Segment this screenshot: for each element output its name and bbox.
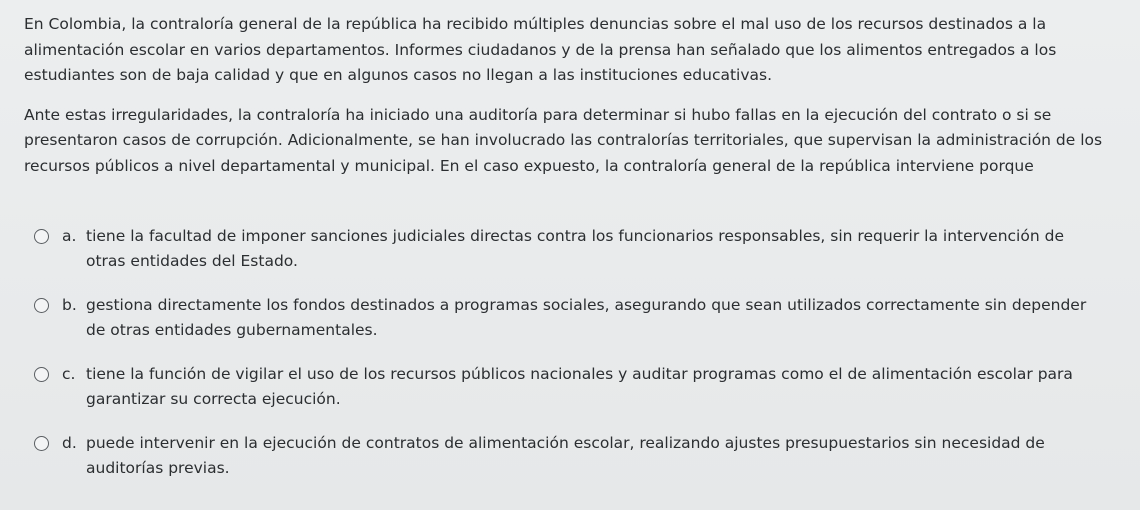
option-text[interactable]: tiene la facultad de imponer sanciones judiciales directas contra los funcionarios responsables, sin requerir la intervención de otras entidades del Estado. (86, 227, 1064, 270)
question-paragraph-2: Ante estas irregularidades, la contraloría ha iniciado una auditoría para determinar si hubo fallas en la ejecución del contrato o si se presentaron casos de corrupción. Adicionalmente, se han involucrado las contralorías territoriales, que supervisan la administración de los recursos públicos a nivel departamental y municipal. En el caso expuesto, la contraloría general de la república interviene porque (24, 105, 1103, 175)
radio-button-b[interactable] (34, 298, 49, 313)
answer-options (34, 224, 1114, 500)
option-text[interactable]: tiene la función de vigilar el uso de los recursos públicos nacionales y auditar programas como el de alimentación escolar para garantizar su correcta ejecución. (86, 365, 1073, 408)
question-text (24, 12, 1110, 193)
option-d[interactable] (34, 431, 1114, 481)
option-text[interactable]: gestiona directamente los fondos destinados a programas sociales, asegurando que sean utilizados correctamente sin depender de otras entidades gubernamentales. (86, 296, 1087, 339)
option-text[interactable]: puede intervenir en la ejecución de contratos de alimentación escolar, realizando ajustes presupuestarios sin necesidad de auditorías previas. (86, 434, 1045, 477)
option-letter: d. (62, 434, 77, 452)
radio-button-d[interactable] (34, 436, 49, 451)
radio-button-a[interactable] (34, 229, 49, 244)
option-a[interactable] (34, 224, 1114, 274)
option-letter: b. (62, 296, 77, 314)
question-paragraph-1: En Colombia, la contraloría general de la república ha recibido múltiples denuncias sobre el mal uso de los recursos destinados a la alimentación escolar en varios departamentos. Informes ciudadanos y de la prensa han señalado que los alimentos entregados a los estudiantes son de baja calidad y que en algunos casos no llegan a las instituciones educativas. (24, 15, 1057, 84)
option-letter: c. (62, 365, 76, 383)
option-letter: a. (62, 227, 77, 245)
option-b[interactable] (34, 293, 1114, 343)
radio-button-c[interactable] (34, 367, 49, 382)
option-c[interactable] (34, 362, 1114, 412)
